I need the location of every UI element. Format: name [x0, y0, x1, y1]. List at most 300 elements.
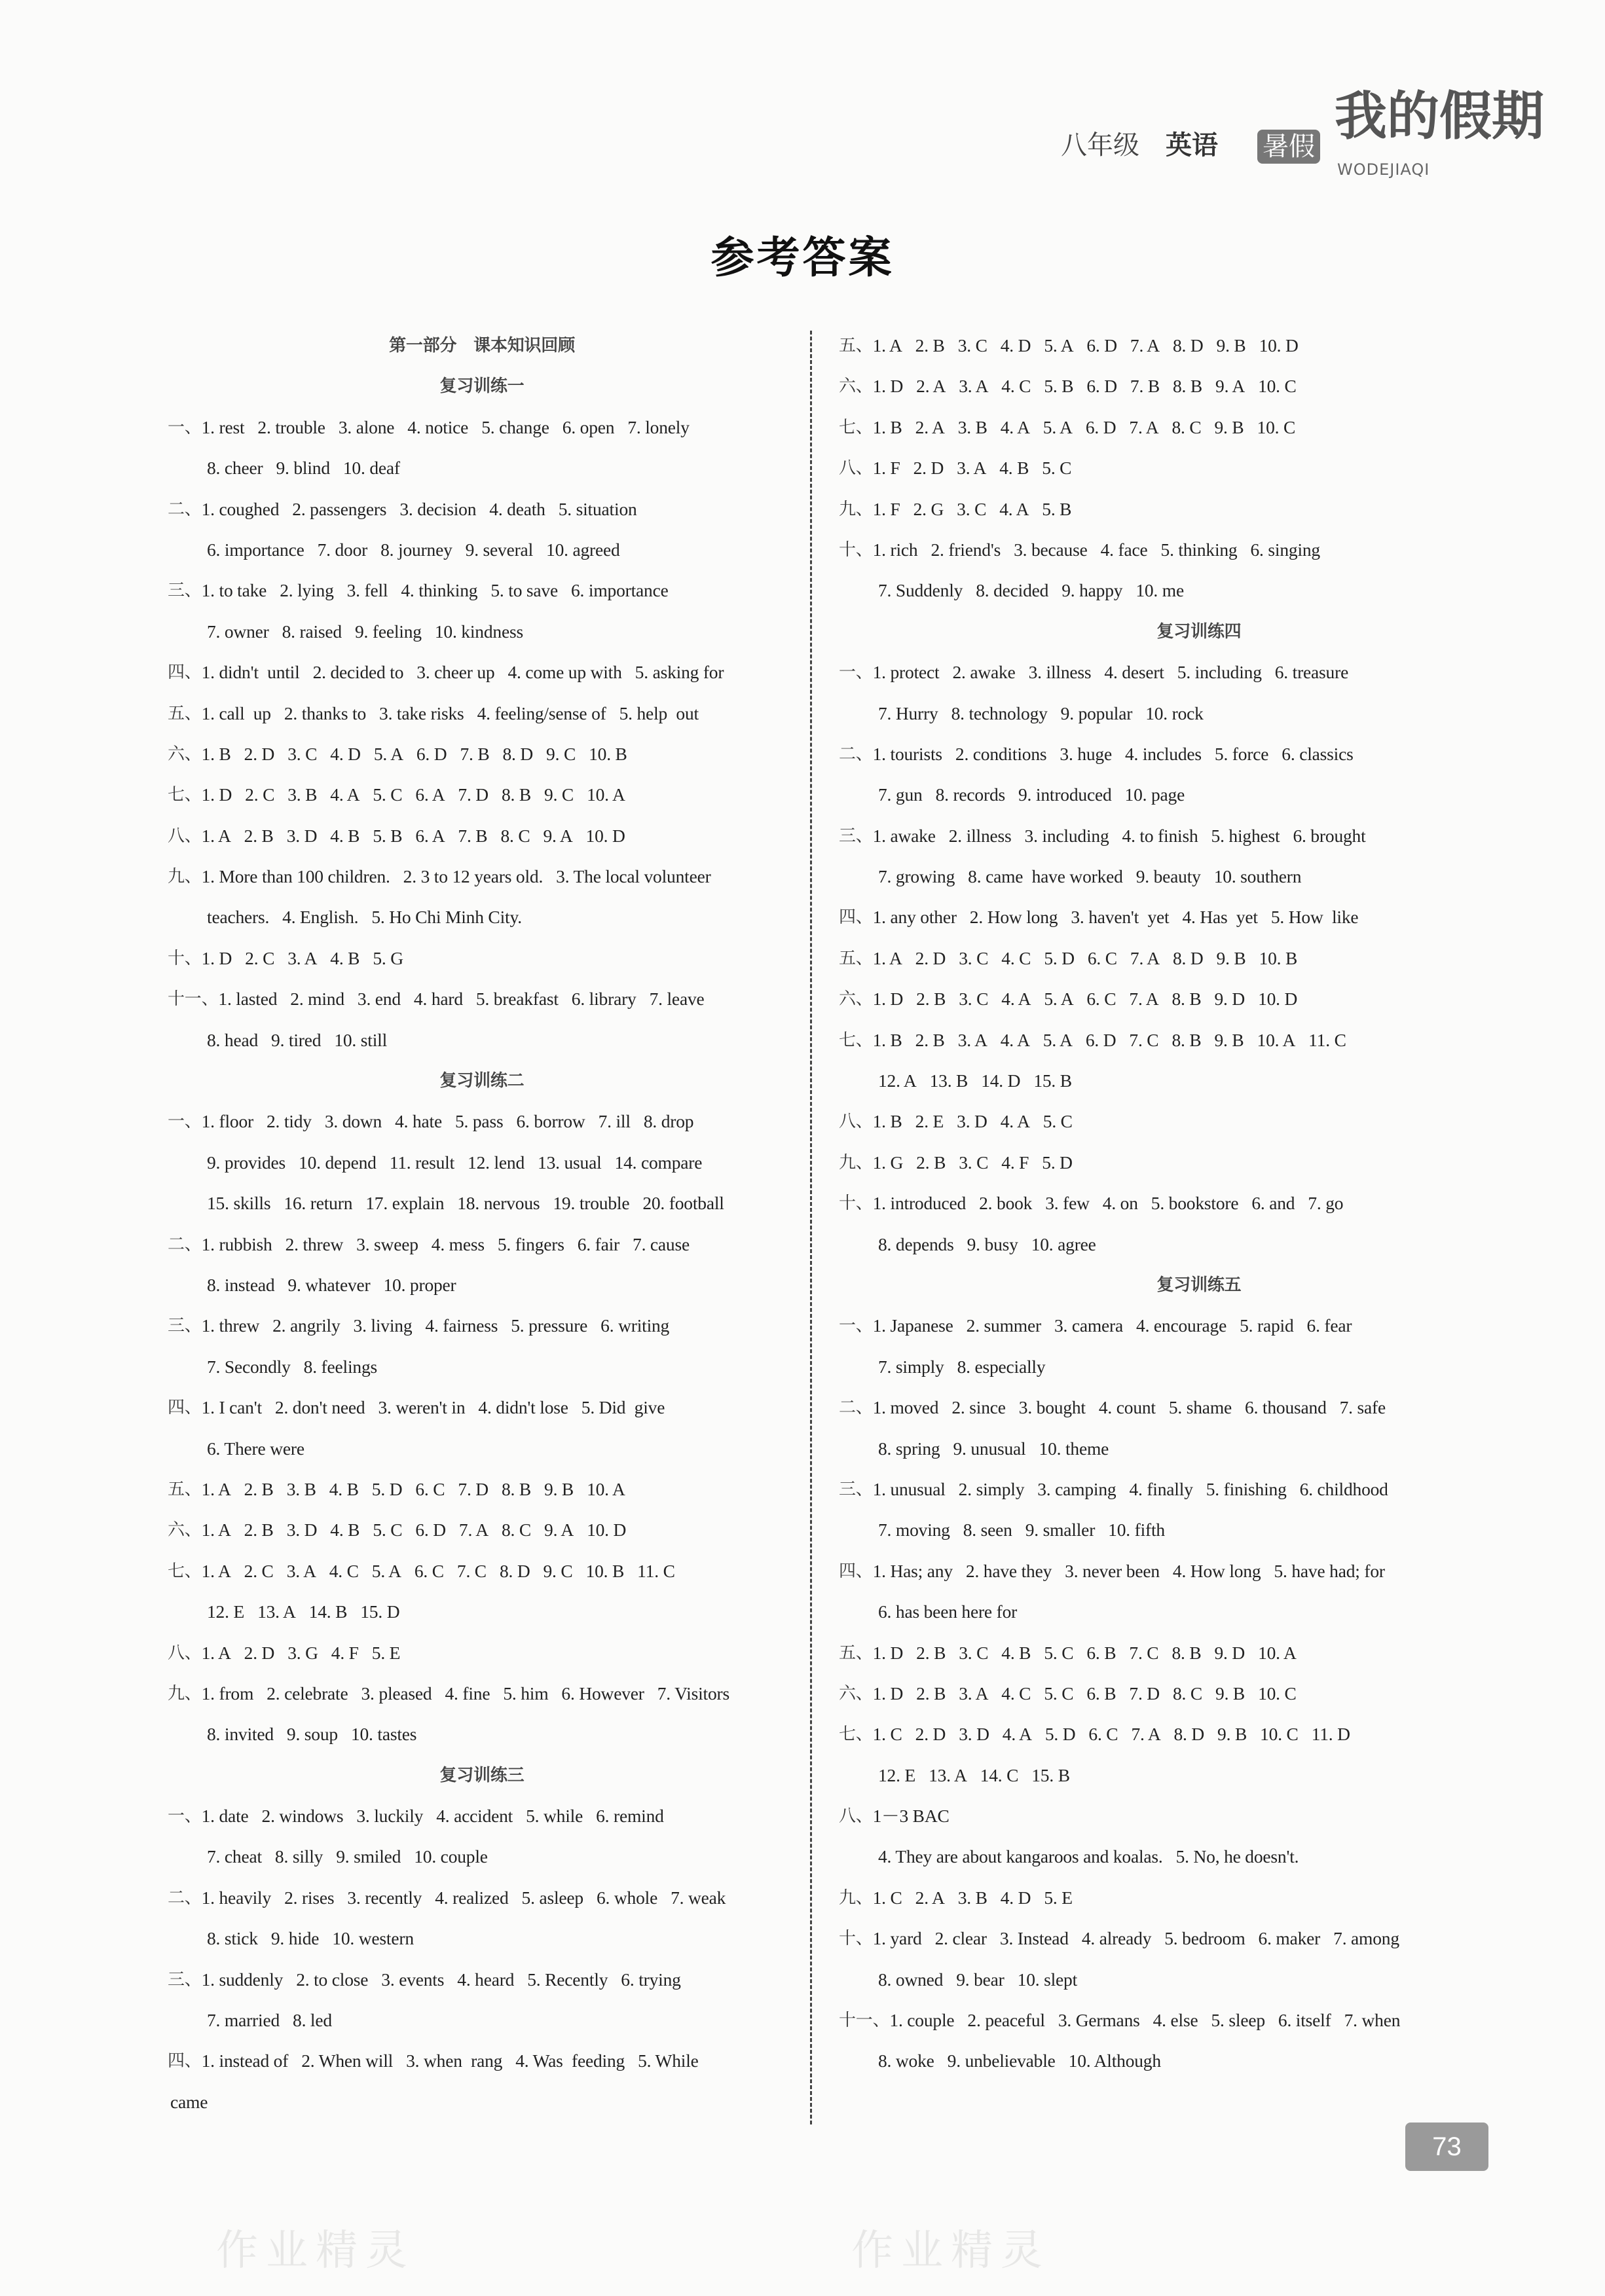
answer-item: 10. B [1259, 947, 1298, 968]
answer-item: 2. D [244, 1642, 275, 1663]
answer-item: 8. D [499, 1560, 530, 1581]
answer-item: 1. C [872, 1724, 902, 1745]
answer-item: 3. weren't in [378, 1397, 466, 1418]
answer-item: 5. thinking [1160, 539, 1238, 560]
answer-item: 4. B [999, 458, 1029, 479]
answer-item: 7. Secondly [207, 1356, 291, 1377]
answer-item: 8. seen [963, 1520, 1012, 1540]
answer-line [168, 2082, 796, 2123]
answer-item: 8. D [1173, 1724, 1205, 1745]
answer-item: 7. weak [671, 1887, 726, 1908]
answer-item: 1. A [872, 335, 902, 355]
answer-item: 1. D [872, 376, 904, 397]
answer-item: 8. cheer [207, 458, 263, 479]
answer-line [839, 2000, 1559, 2041]
answer-item: 6. importance [571, 580, 669, 601]
question-group-label: 八、 [168, 1643, 202, 1663]
answer-item: 9. B [1216, 335, 1246, 355]
answer-item: 8. B [501, 1478, 532, 1499]
answer-item: 9. hide [270, 1928, 320, 1949]
answer-line [839, 1101, 1559, 1142]
answer-item: 4. B [330, 947, 360, 968]
answer-item: 5. to save [490, 580, 558, 601]
answer-item: 1. protect [872, 662, 940, 683]
answer-item: 6. D [1086, 335, 1117, 355]
answer-line [168, 1633, 796, 1673]
answer-line [839, 1959, 1559, 2000]
answer-item: 4. includes [1124, 743, 1202, 764]
answer-item: 1. to take [201, 580, 267, 601]
answer-line [839, 570, 1559, 611]
answer-line [839, 1592, 1559, 1632]
answer-item: 5. sleep [1211, 2010, 1265, 2031]
answer-item: 5. A [1044, 989, 1074, 1010]
answer-item: 2. conditions [955, 743, 1047, 764]
answer-item: 3. A [286, 1560, 316, 1581]
answer-item: 2. B [915, 335, 945, 355]
answer-item: 15. B [1031, 1764, 1070, 1785]
answer-item: 8. came have worked [968, 866, 1123, 887]
answer-item: 7. door [317, 539, 368, 560]
answer-line [168, 816, 796, 856]
answer-item: 9. C [544, 784, 574, 805]
answer-line [168, 1101, 796, 1142]
question-group-label: 十一、 [168, 989, 219, 1010]
answer-item: 14. D [981, 1070, 1021, 1091]
answer-line [168, 2000, 796, 2041]
answer-item: 4. hard [413, 989, 463, 1010]
answer-item: 10. slept [1017, 1969, 1078, 1990]
answer-item: 9. soup [286, 1724, 338, 1745]
answer-item: 10. D [1258, 989, 1298, 1010]
answer-item: 5. E [371, 1642, 401, 1663]
answer-item: 11. C [1308, 1029, 1346, 1050]
answer-item: 7. among [1333, 1928, 1399, 1949]
answer-item: 1. rich [872, 539, 918, 560]
question-group-label: 八、 [168, 826, 202, 846]
answer-item: 10. rock [1145, 702, 1204, 723]
section-heading: 复习训练三 [439, 1765, 525, 1785]
answer-item: 8. stick [207, 1928, 258, 1949]
answer-line [839, 1918, 1559, 1959]
answer-item: 10. fifth [1108, 1520, 1165, 1540]
answer-item: 7. C [1129, 1642, 1159, 1663]
answer-item: 1. date [201, 1806, 249, 1827]
answer-item: 1. any other [872, 907, 957, 928]
answer-item: 7. leave [649, 989, 705, 1010]
answer-item: 4. thinking [401, 580, 478, 601]
answer-item: 8. B [1171, 1642, 1202, 1663]
question-group-label: 三、 [839, 1479, 873, 1499]
answer-item: 8. D [1172, 335, 1204, 355]
answer-item: 5. C [1042, 1111, 1073, 1132]
answer-item: 2. awake [952, 662, 1016, 683]
answer-item: 9. A [543, 825, 573, 846]
answer-item: 6. D [1085, 1029, 1116, 1050]
answer-item: 7. gun [878, 784, 923, 805]
answer-item: 4. English. [282, 907, 359, 928]
answer-item: 5. situation [558, 498, 637, 519]
answer-item: 5. D [371, 1478, 403, 1499]
answer-line [168, 1469, 796, 1510]
answer-line [839, 366, 1559, 407]
answer-item: 1. F [872, 498, 900, 519]
answer-item: 7. C [456, 1560, 487, 1581]
answer-item: 9. bear [956, 1969, 1005, 1990]
answer-item: 1. lasted [218, 989, 278, 1010]
answer-line [168, 1551, 796, 1592]
answer-item: 9. feeling [355, 621, 422, 642]
answer-line [839, 2041, 1559, 2081]
answer-item: 6. whole [596, 1887, 658, 1908]
answer-item: 8. decided [976, 580, 1049, 601]
answer-line [839, 816, 1559, 856]
answer-item: 4. F [1001, 1152, 1029, 1173]
answer-item: 5. How like [1270, 907, 1359, 928]
answer-line [168, 979, 796, 1019]
answer-item: 4. mess [431, 1233, 485, 1254]
answer-item: 4. to finish [1122, 825, 1198, 846]
answer-line [168, 407, 796, 448]
answer-item: 2. have they [965, 1560, 1052, 1581]
answer-item: 2. D [913, 458, 944, 479]
answer-item: 8. head [207, 1029, 259, 1050]
answer-item: 4. accident [436, 1806, 513, 1827]
watermark: 作业精灵 [851, 2227, 1050, 2275]
answer-item: 9. C [546, 743, 576, 764]
answer-item: 3. B [287, 784, 318, 805]
answer-item: 8. raised [282, 621, 342, 642]
answer-item: 5. Ho Chi Minh City. [371, 907, 522, 928]
answer-item: 10. C [1257, 416, 1296, 437]
answer-item: 1. A [201, 1642, 231, 1663]
answer-item: 4. A [1000, 1111, 1030, 1132]
answer-item: 3. haven't yet [1071, 907, 1170, 928]
answer-item: 8. drop [643, 1111, 694, 1132]
answer-item: 1. Has; any [872, 1560, 953, 1581]
answer-item: 3. take risks [379, 702, 464, 723]
answer-item: 7. D [458, 784, 489, 805]
answer-line [839, 1224, 1559, 1265]
answer-item: 2. passengers [292, 498, 387, 519]
answer-item: 8. spring [878, 1438, 940, 1459]
answer-item: 9. smaller [1025, 1520, 1096, 1540]
answer-item: 7. lonely [627, 416, 690, 437]
answer-item: 7. cheat [207, 1846, 262, 1867]
question-group-label: 九、 [839, 1887, 873, 1908]
answer-item: 4. face [1100, 539, 1148, 560]
column-divider [810, 331, 812, 2124]
answer-item: came [170, 2091, 208, 2112]
answer-line [168, 1796, 796, 1836]
answer-item: 5. G [373, 947, 403, 968]
answer-item: 1. instead of [201, 2050, 289, 2071]
answer-item: 3. C [957, 335, 987, 355]
answer-item: 5. C [1042, 458, 1072, 479]
answer-item: 10. agreed [546, 539, 620, 560]
answer-item: 6. brought [1293, 825, 1366, 846]
answer-item: 9. provides [207, 1152, 286, 1173]
answer-item: 3. The local volunteer [556, 866, 711, 887]
answer-item: 2. book [979, 1193, 1033, 1214]
answer-item: 10. deaf [342, 458, 400, 479]
answer-line [839, 325, 1559, 366]
answer-item: 3. A [959, 1683, 989, 1704]
answer-item: 9. B [1215, 1683, 1245, 1704]
answer-item: 4. come up with [507, 662, 622, 683]
answer-item: 6. and [1251, 1193, 1295, 1214]
answer-item: 6. B [1086, 1683, 1116, 1704]
answer-item: 8. C [1172, 1683, 1203, 1704]
question-group-label: 四、 [168, 1398, 202, 1418]
answer-item: 5. D [1044, 947, 1075, 968]
answer-item: 2. decided to [312, 662, 404, 683]
answer-item: 12. A [878, 1070, 917, 1091]
answer-item: 3. G [287, 1642, 318, 1663]
answer-item: 4. C [329, 1560, 359, 1581]
answer-item: 3. events [381, 1969, 445, 1990]
answer-item: 7. B [458, 825, 488, 846]
answer-item: 5. breakfast [475, 989, 559, 1010]
answer-item: 2. trouble [257, 416, 325, 437]
answer-line [168, 1878, 796, 1918]
answer-line [168, 652, 796, 693]
answer-item: 9. B [544, 1478, 574, 1499]
answer-line [839, 1673, 1559, 1714]
answer-item: 7. A [1129, 416, 1159, 437]
question-group-label: 八、 [839, 458, 873, 479]
answer-item: 5. including [1177, 662, 1262, 683]
answer-item: 4. A [330, 784, 360, 805]
answer-item: 1. B [872, 1111, 902, 1132]
answer-item: 1. A [201, 1520, 231, 1540]
answer-line [168, 1305, 796, 1346]
answer-item: 2. angrily [272, 1315, 341, 1336]
answer-item: 3. B [957, 1887, 987, 1908]
answer-item: 5. him [503, 1683, 549, 1704]
answer-item: 2. C [245, 784, 275, 805]
answer-line [168, 1387, 796, 1428]
answer-item: 9. A [544, 1520, 574, 1540]
answer-item: 2. A [916, 376, 946, 397]
answer-line [839, 1633, 1559, 1673]
answer-item: 13. A [929, 1764, 967, 1785]
answer-item: 5. C [1044, 1642, 1074, 1663]
answer-item: 8. C [500, 825, 530, 846]
answer-item: 1. B [872, 416, 902, 437]
question-group-label: 六、 [839, 1683, 873, 1704]
answer-item: 9. introduced [1018, 784, 1112, 805]
answer-item: 6. However [561, 1683, 644, 1704]
answer-item: 3. illness [1028, 662, 1092, 683]
answer-item: 6. thousand [1245, 1397, 1327, 1418]
answer-item: 6. itself [1278, 2010, 1331, 2031]
answer-item: 9. several [465, 539, 534, 560]
answer-item: 3. A [287, 947, 318, 968]
answer-item: 14. C [980, 1764, 1019, 1785]
answer-item: 7. simply [878, 1356, 944, 1377]
answer-item: 5. change [481, 416, 549, 437]
question-group-label: 七、 [839, 417, 873, 437]
answer-item: 4. A [999, 498, 1029, 519]
answer-line [168, 734, 796, 774]
answer-item: 6. A [415, 825, 445, 846]
answer-line [168, 1673, 796, 1714]
answer-item: 3. C [959, 989, 989, 1010]
answer-line [168, 1918, 796, 1959]
answer-item: 8. especially [957, 1356, 1046, 1377]
answer-item: 7. Visitors [657, 1683, 729, 1704]
answer-item: 1. floor [201, 1111, 253, 1132]
answer-line [839, 1836, 1559, 1877]
answer-item: 6. writing [600, 1315, 670, 1336]
answer-item: 9. popular [1060, 702, 1133, 723]
answer-item: 8. feelings [303, 1356, 378, 1377]
answer-item: 3. including [1024, 825, 1109, 846]
answer-line [168, 938, 796, 979]
answer-item: 5. Recently [527, 1969, 608, 1990]
answer-item: 3. A [957, 458, 987, 479]
answer-item: 3. recently [347, 1887, 422, 1908]
answer-item: 5. D [1042, 1152, 1073, 1173]
question-group-label: 二、 [168, 499, 202, 519]
answer-line [168, 1714, 796, 1755]
answer-item: 9. whatever [287, 1274, 371, 1295]
section-heading: 第一部分 课本知识回顾 [389, 336, 575, 355]
answer-item: 14. compare [614, 1152, 703, 1173]
answer-line [839, 1305, 1559, 1346]
question-group-label: 二、 [168, 1234, 202, 1254]
answer-line [839, 734, 1559, 774]
answer-item: 1. D [872, 1642, 904, 1663]
answer-item: 11. C [637, 1560, 675, 1581]
answer-line [839, 1020, 1559, 1061]
answer-item: 2. B [244, 1520, 274, 1540]
series-logo [1257, 86, 1585, 190]
question-group-label: 八、 [839, 1806, 873, 1827]
answer-item: 8. C [501, 1520, 532, 1540]
answer-item: 5. A [1042, 1029, 1073, 1050]
answer-item: 3. huge [1060, 743, 1112, 764]
answer-item: 2. B [244, 825, 274, 846]
answer-item: 5. A [1044, 335, 1074, 355]
question-group-label: 四、 [168, 2051, 202, 2071]
answer-line [839, 856, 1559, 897]
answer-item: 4. D [1000, 335, 1031, 355]
answer-item: 10. Although [1068, 2050, 1161, 2071]
answer-line [839, 489, 1559, 530]
answer-item: 2. don't need [274, 1397, 365, 1418]
answer-item: 5. bookstore [1151, 1193, 1239, 1214]
answer-item: 10. western [332, 1928, 414, 1949]
answer-item: 4. A [1001, 989, 1031, 1010]
answer-item: 1. call up [201, 702, 271, 723]
answer-item: 1. C [872, 1887, 902, 1908]
answer-item: 2. G [913, 498, 944, 519]
answer-item: 5. highest [1211, 825, 1280, 846]
answer-item: 10. page [1124, 784, 1185, 805]
answer-item: 7. Suddenly [878, 580, 963, 601]
answer-item: 2. friend's [931, 539, 1001, 560]
answer-item: 1. A [872, 947, 902, 968]
answer-item: 4. feeling/sense of [477, 702, 606, 723]
answer-line [168, 1224, 796, 1265]
question-group-label: 十、 [839, 539, 873, 560]
answer-item: 9. unusual [953, 1438, 1026, 1459]
answer-item: 3. C [287, 743, 318, 764]
question-group-label: 九、 [839, 1152, 873, 1173]
answer-line [839, 448, 1559, 488]
answer-item: 10. me [1135, 580, 1184, 601]
answer-line [839, 1469, 1559, 1510]
answer-item: 18. nervous [457, 1193, 540, 1214]
answer-item: 1. D [872, 989, 904, 1010]
answer-item: 3. C [957, 498, 987, 519]
answer-line [839, 1183, 1559, 1224]
answer-item: 2. windows [261, 1806, 344, 1827]
question-group-label: 二、 [168, 1887, 202, 1908]
answer-item: 3. D [286, 1520, 318, 1540]
answer-item: 13. B [929, 1070, 969, 1091]
question-group-label: 六、 [839, 989, 873, 1010]
question-group-label: 二、 [839, 1398, 873, 1418]
answer-item: 1. D [872, 1683, 904, 1704]
answer-item: 1. F [872, 458, 900, 479]
answer-item: 5. finishing [1206, 1478, 1287, 1499]
answer-item: 8. B [1172, 376, 1203, 397]
answer-item: 8. invited [207, 1724, 274, 1745]
answer-item: 10. A [587, 784, 625, 805]
answer-item: 6. trying [621, 1969, 681, 1990]
question-group-label: 十、 [168, 948, 202, 968]
answer-item: 3. never been [1065, 1560, 1160, 1581]
answer-item: 9. B [1217, 1724, 1247, 1745]
answer-item: 1. unusual [872, 1478, 946, 1499]
answer-item: 7. cause [633, 1233, 690, 1254]
answer-item: 1. threw [201, 1315, 260, 1336]
answer-item: 1. rubbish [201, 1233, 272, 1254]
answer-item: 4. hate [395, 1111, 442, 1132]
answer-item: 5. D [1044, 1724, 1076, 1745]
answer-item: 7. when [1344, 2010, 1401, 2031]
answer-item: 5. fingers [497, 1233, 564, 1254]
question-group-label: 三、 [168, 581, 202, 601]
answer-item: 5. While [638, 2050, 699, 2071]
answer-item: 4. B [330, 825, 360, 846]
answer-item: 8. records [935, 784, 1005, 805]
answer-line [839, 693, 1559, 734]
answer-item: 5. shame [1168, 1397, 1232, 1418]
question-group-label: 十、 [839, 1194, 873, 1214]
page-title: 参考答案 [710, 232, 895, 283]
answer-item: 10. C [1260, 1724, 1299, 1745]
answer-item: 6. C [414, 1560, 444, 1581]
answer-item: 10. B [589, 743, 627, 764]
answer-item: 4. They are about kangaroos and koalas. [878, 1846, 1163, 1867]
answer-item: 7. A [458, 1520, 489, 1540]
answer-item: 8. led [293, 2010, 332, 2031]
answer-line [168, 530, 796, 570]
answer-item: 5. C [373, 1520, 403, 1540]
answer-item: 15. D [360, 1601, 400, 1622]
answer-item: 8. instead [207, 1274, 275, 1295]
answer-line [839, 774, 1559, 815]
answer-line [839, 1714, 1559, 1755]
answer-item: 10. D [585, 825, 625, 846]
answer-line [839, 979, 1559, 1019]
answer-item: 3. D [959, 1724, 989, 1745]
answer-item: 7. B [460, 743, 490, 764]
